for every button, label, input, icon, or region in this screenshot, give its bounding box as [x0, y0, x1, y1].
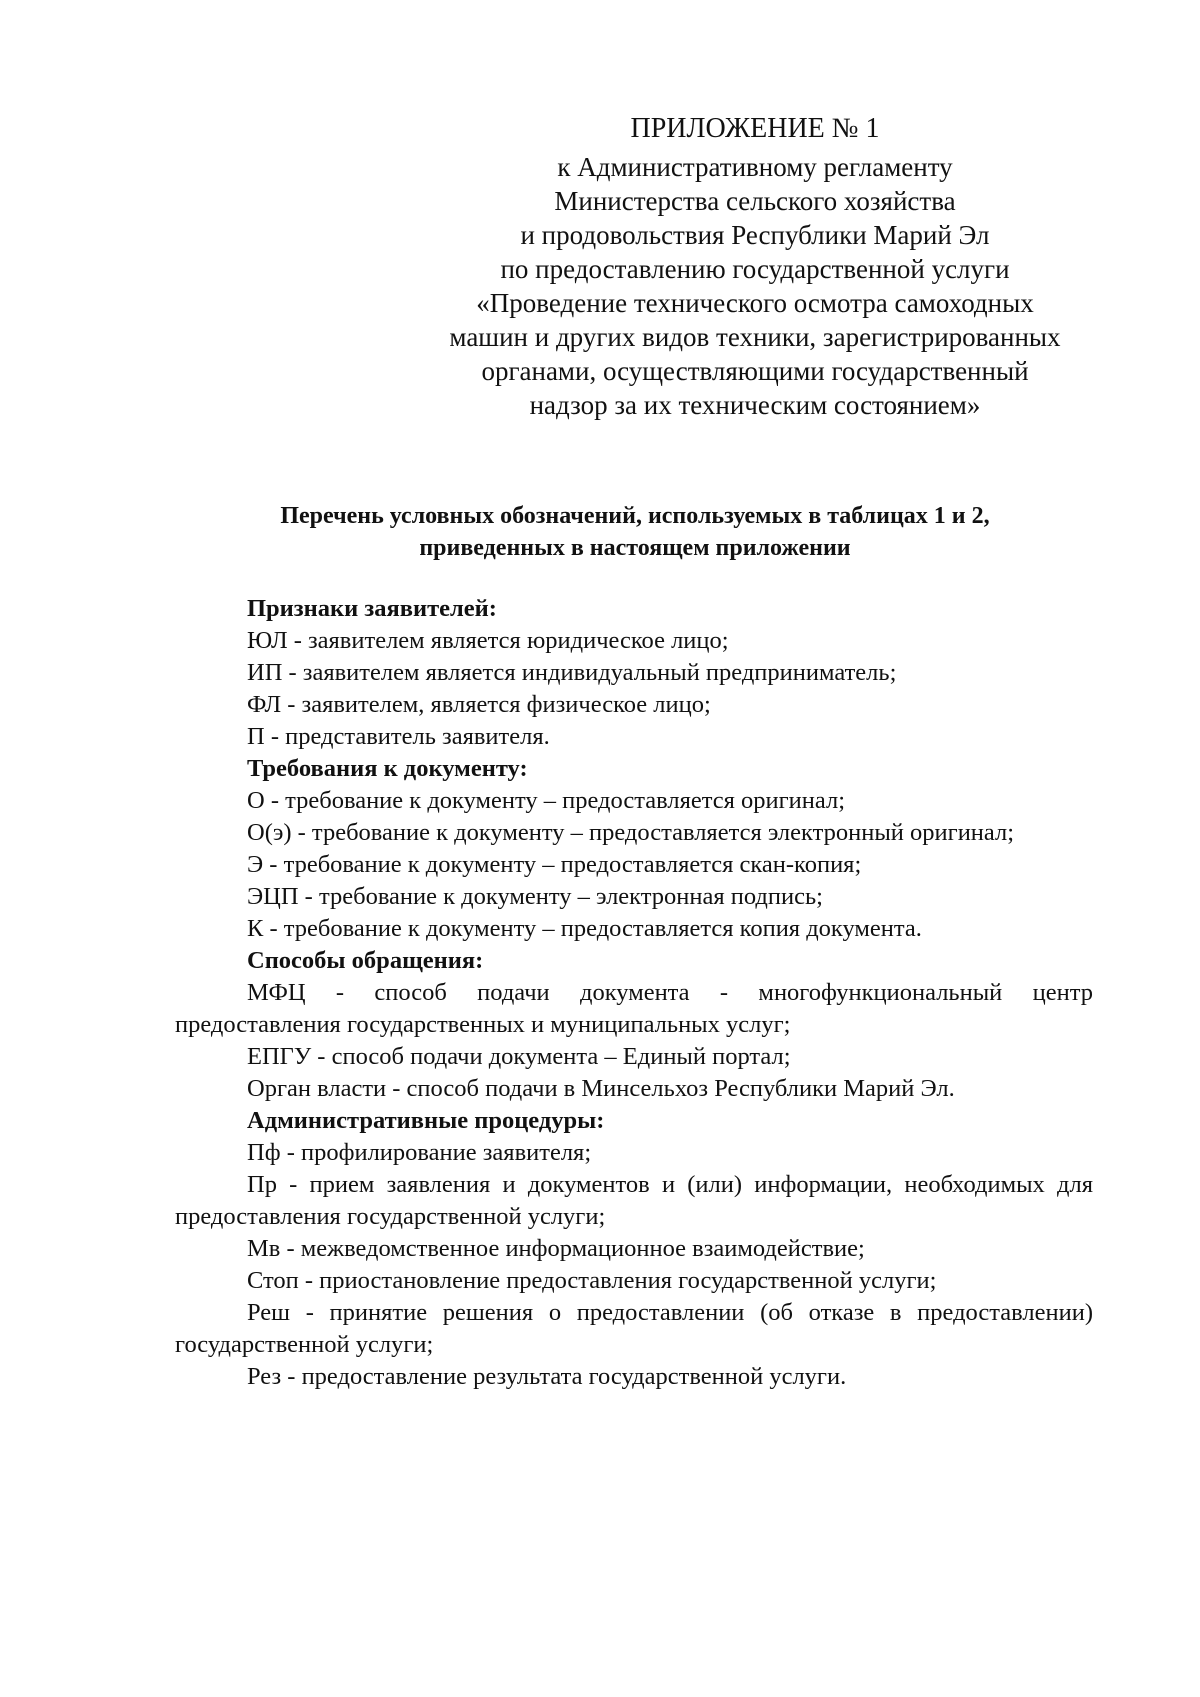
section-heading-procedures: Административные процедуры:	[247, 1107, 605, 1134]
list-item: ЕПГУ - способ подачи документа – Единый портал;	[247, 1043, 791, 1070]
section-heading-requirements: Требования к документу:	[247, 755, 528, 782]
section-heading-methods: Способы обращения:	[247, 947, 484, 974]
list-item: К - требование к документу – предоставляется копия документа.	[247, 915, 922, 942]
list-item: ИП - заявителем является индивидуальный предприниматель;	[247, 659, 897, 686]
list-item: МФЦ - способ подачи документа - многофункциональный центр предоставления государственных и муниципальных услуг;	[175, 979, 1093, 1038]
annex-number: ПРИЛОЖЕНИЕ № 1	[630, 113, 880, 144]
title-line: Перечень условных обозначений, используемых в таблицах 1 и 2,	[280, 503, 990, 529]
list-item: Пф - профилирование заявителя;	[247, 1139, 592, 1166]
list-item: Орган власти - способ подачи в Минсельхоз Республики Марий Эл.	[247, 1075, 955, 1102]
annex-line: надзор за их техническим состоянием»	[529, 390, 981, 420]
annex-line: и продовольствия Республики Марий Эл	[520, 220, 990, 250]
annex-line: Министерства сельского хозяйства	[554, 186, 956, 216]
annex-line: машин и других видов техники, зарегистрированных	[449, 322, 1061, 352]
annex-heading	[405, 112, 1105, 422]
annex-line: к Административному регламенту	[557, 152, 953, 182]
annex-line: органами, осуществляющими государственный	[481, 356, 1029, 386]
document-body	[175, 593, 1093, 1393]
list-item: Рез - предоставление результата государственной услуги.	[247, 1363, 847, 1390]
section-heading-applicants: Признаки заявителей:	[247, 595, 497, 622]
list-item: ЮЛ - заявителем является юридическое лицо;	[247, 627, 729, 654]
title-line: приведенных в настоящем приложении	[419, 535, 851, 561]
document-title	[180, 500, 1090, 564]
annex-line: «Проведение технического осмотра самоходных	[476, 288, 1034, 318]
list-item: Пр - прием заявления и документов и (или) информации, необходимых для предоставления государственной услуги;	[175, 1171, 1093, 1230]
list-item: П - представитель заявителя.	[247, 723, 550, 750]
annex-line: по предоставлению государственной услуги	[500, 254, 1010, 284]
list-item: Мв - межведомственное информационное взаимодействие;	[247, 1235, 865, 1262]
list-item: Э - требование к документу – предоставляется скан-копия;	[247, 851, 862, 878]
list-item: ЭЦП - требование к документу – электронная подпись;	[247, 883, 823, 910]
list-item: Реш - принятие решения о предоставлении (об отказе в предоставлении) государственной услуги;	[175, 1299, 1093, 1358]
list-item: О(э) - требование к документу – предоставляется электронный оригинал;	[247, 819, 1015, 846]
list-item: О - требование к документу – предоставляется оригинал;	[247, 787, 846, 814]
list-item: ФЛ - заявителем, является физическое лицо;	[247, 691, 711, 718]
list-item: Стоп - приостановление предоставления государственной услуги;	[247, 1267, 937, 1294]
